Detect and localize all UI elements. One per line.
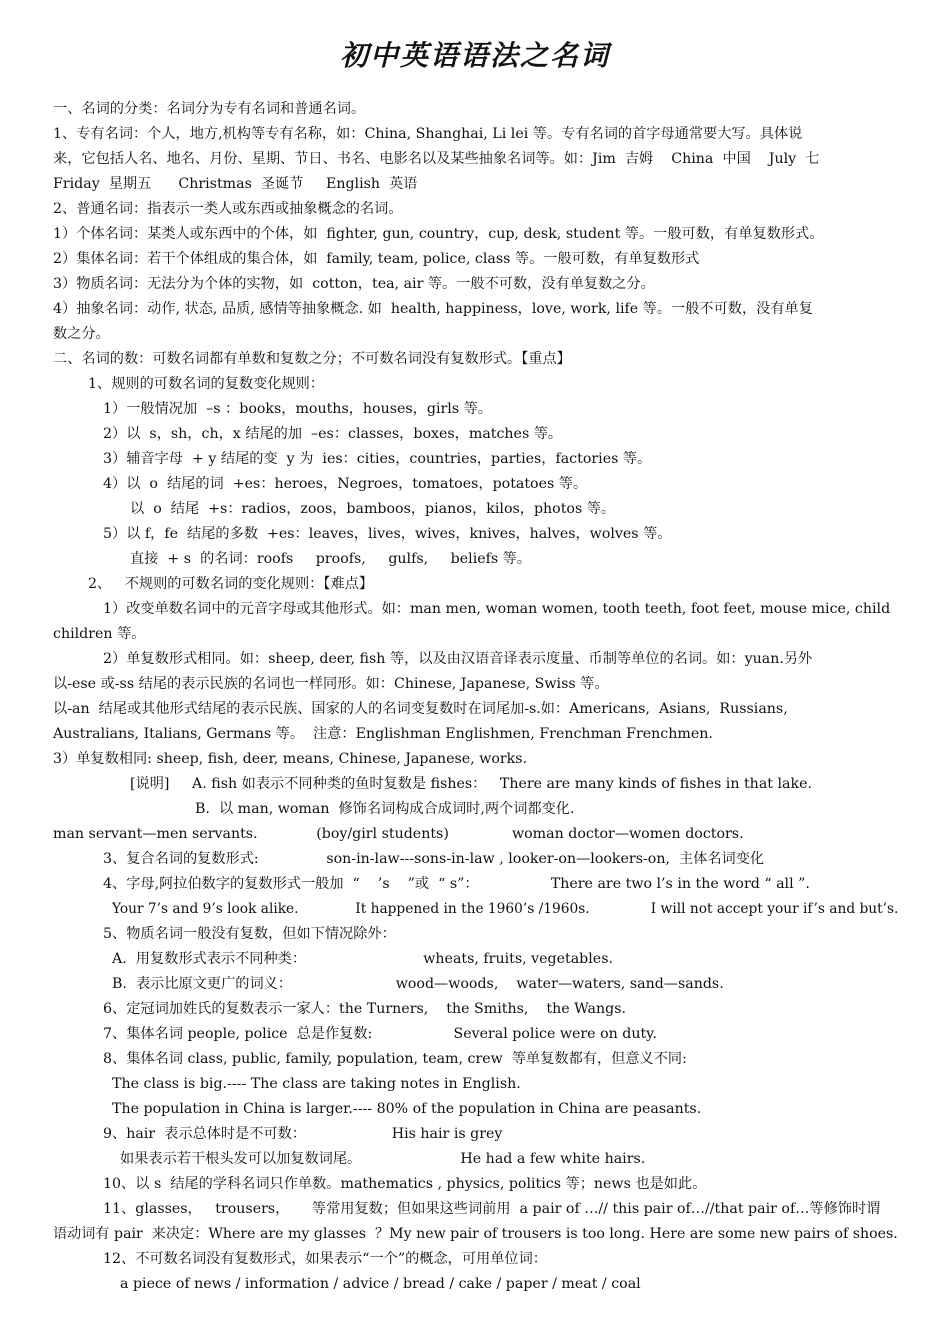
text-line: 2）以 s，sh，ch，x 结尾的加 –es：classes，boxes，matches 等。 xyxy=(103,426,563,442)
text-line: 以-an 结尾或其他形式结尾的表示民族、国家的人的名词变复数时在词尾加-s.如：Americans, Asians, Russians, xyxy=(53,701,788,717)
text-line: 以-ese 或-ss 结尾的表示民族的名词也一样同形。如：Chinese, Japanese, Swiss 等。 xyxy=(53,676,609,692)
text-line: 5）以 f，fe 结尾的多数 +es：leaves，lives，wives，knives，halves，wolves 等。 xyxy=(103,526,672,542)
text-line: 9、hair 表示总体时是不可数： His hair is grey xyxy=(103,1126,503,1142)
text-line: 1）个体名词：某类人或东西中的个体，如 fighter, gun, country，cup, desk, student 等。一般可数，有单复数形式。 xyxy=(53,226,824,242)
text-line: B. 以 man, woman 修饰名词构成合成词时,两个词都变化. xyxy=(195,801,575,817)
text-line: 4）抽象名词：动作, 状态, 品质, 感情等抽象概念. 如 health, happiness，love, work, life 等。一般不可数，没有单复 xyxy=(53,301,813,317)
text-line: 1、规则的可数名词的复数变化规则： xyxy=(88,376,325,392)
text-line: 二、名词的数：可数名词都有单数和复数之分；不可数名词没有复数形式。【重点】 xyxy=(53,351,571,367)
text-line: 以 o 结尾 +s：radios，zoos，bamboos，pianos，kilos，photos 等。 xyxy=(130,501,616,517)
text-line: 7、集体名词 people, police 总是作复数: Several police were on duty. xyxy=(103,1026,657,1042)
text-line: The class is big.---- The class are taking notes in English. xyxy=(112,1076,521,1092)
text-line: B. 表示比原文更广的词义： wood—woods, water—waters, sand—sands. xyxy=(112,976,724,992)
text-line: 4）以 o 结尾的词 +es：heroes，Negroes，tomatoes，potatoes 等。 xyxy=(103,476,588,492)
text-line: 10、以 s 结尾的学科名词只作单数。mathematics , physics, politics 等；news 也是如此。 xyxy=(103,1176,707,1192)
text-line: 直接 + s 的名词：roofs proofs, gulfs, beliefs 等。 xyxy=(130,551,532,567)
text-line: 2）集体名词：若干个体组成的集合体，如 family, team, police, class 等。一般可数，有单复数形式 xyxy=(53,251,700,267)
text-line: A. 用复数形式表示不同种类： wheats, fruits, vegetables. xyxy=(112,951,613,967)
text-line: 6、定冠词加姓氏的复数表示一家人：the Turners, the Smiths, the Wangs. xyxy=(103,1001,626,1017)
text-line: 8、集体名词 class, public, family, population, team, crew 等单复数都有，但意义不同: xyxy=(103,1051,687,1067)
text-line: 12、不可数名词没有复数形式，如果表示“一个”的概念，可用单位词： xyxy=(103,1251,547,1267)
text-line: 来，它包括人名、地名、月份、星期、节日、书名、电影名以及某些抽象名词等。如：Jim 吉姆 China 中国 July 七 xyxy=(53,151,820,167)
text-line: children 等。 xyxy=(53,626,146,642)
document-title: 初中英语语法之名词 xyxy=(339,39,610,72)
text-line: 11、glasses， trousers， 等常用复数；但如果这些词前用 a pair of …// this pair of…//that pair of…等修饰时谓 xyxy=(103,1201,881,1217)
text-line: Friday 星期五 Christmas 圣诞节 English 英语 xyxy=(53,176,418,192)
text-line: 一、名词的分类：名词分为专有名词和普通名词。 xyxy=(53,101,366,117)
text-line: 4、字母,阿拉伯数字的复数形式一般加 “ ’s ”或 “ s”： There are two l’s in the word “ all ”. xyxy=(103,876,810,892)
text-line: a piece of news / information / advice / bread / cake / paper / meat / coal xyxy=(120,1276,641,1292)
text-line: 1）改变单数名词中的元音字母或其他形式。如：man men, woman women, tooth teeth, foot feet, mouse mice, child xyxy=(103,601,891,617)
text-line: 5、物质名词一般没有复数，但如下情况除外： xyxy=(103,926,396,942)
text-line: The population in China is larger.---- 80% of the population in China are peasants. xyxy=(112,1101,702,1117)
text-line: 1）一般情况加 –s ：books，mouths，houses，girls 等。 xyxy=(103,401,492,417)
text-line: 3）单复数相同: sheep, fish, deer, means, Chinese, Japanese, works. xyxy=(53,751,528,767)
text-line: Australians, Italians, Germans 等。 注意：Englishman Englishmen, Frenchman Frenchmen. xyxy=(53,726,713,742)
text-line: 如果表示若干根头发可以加复数词尾。 He had a few white hairs. xyxy=(120,1151,646,1167)
text-line: 3）物质名词：无法分为个体的实物，如 cotton，tea, air 等。一般不可数，没有单复数之分。 xyxy=(53,276,655,292)
text-line: man servant—men servants. (boy/girl students) woman doctor—women doctors. xyxy=(53,826,744,842)
text-line: 数之分。 xyxy=(53,326,110,342)
text-line: 2）单复数形式相同。如：sheep, deer, fish 等，以及由汉语音译表示度量、币制等单位的名词。如：yuan.另外 xyxy=(103,651,813,667)
text-line: 3、复合名词的复数形式: son-in-law---sons-in-law , looker-on—lookers-on, 主体名词变化 xyxy=(103,851,765,867)
text-line: 1、专有名词：个人，地方,机构等专有名称，如：China, Shanghai, Li lei 等。专有名词的首字母通常要大写。具体说 xyxy=(53,126,803,142)
text-line: Your 7’s and 9’s look alike. It happened in the 1960’s /1960s. I will not accept your if’s and but’s. xyxy=(112,901,899,917)
text-line: 2、 不规则的可数名词的变化规则：【难点】 xyxy=(88,576,374,592)
text-line: 语动词有 pair 来决定：Where are my glasses ？My new pair of trousers is too long. Here are some new pairs of shoes. xyxy=(53,1226,898,1242)
text-line: [说明] A. fish 如表示不同种类的鱼时复数是 fishes： There are many kinds of fishes in that lake. xyxy=(130,776,812,792)
text-line: 3）辅音字母 + y 结尾的变 y 为 ies：cities，countries，parties，factories 等。 xyxy=(103,451,652,467)
text-line: 2、普通名词：指表示一类人或东西或抽象概念的名词。 xyxy=(53,201,403,217)
